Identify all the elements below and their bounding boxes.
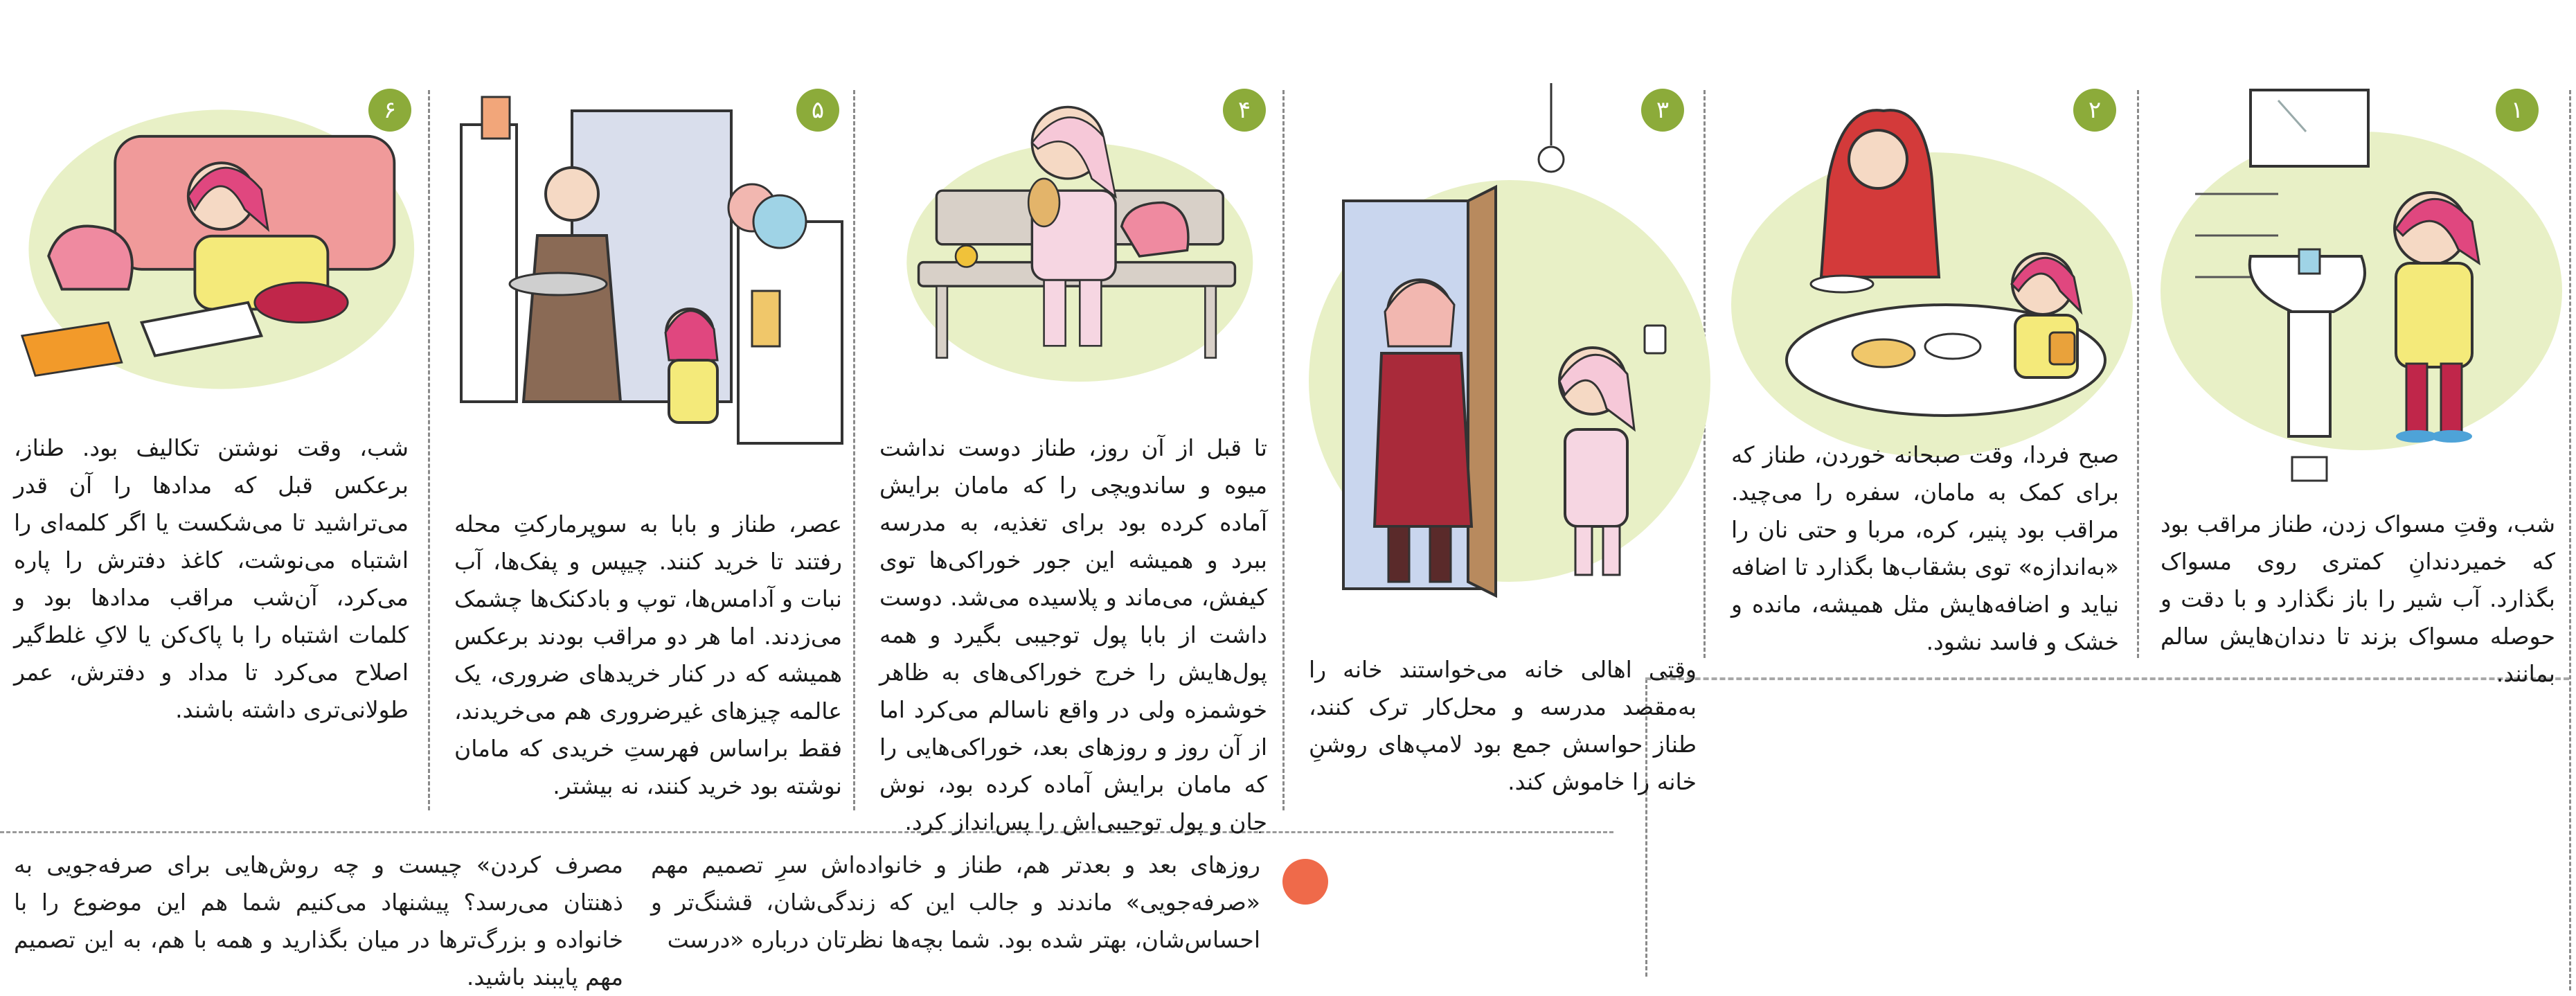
panel-5-text: عصر، طناز و بابا به سوپرمارکتِ محله رفتند تا خرید کنند. چیپس و پفک‌ها، آب نبات و آدامس‌ها، توپ و بادکنک‌ها چشمک می‌زدند. اما هر دو مراقب بودند برعکس همیشه که در کنار خریدهای ضروری، یک عالمه چیزهای غیرضروری هم می‌خریدند، فقط براساس فهرستِ خریدی که مامان نوشته بود خرید کنند، نه بیشتر. bbox=[454, 510, 842, 799]
separator bbox=[2137, 90, 2139, 658]
separator bbox=[0, 831, 1613, 833]
panel-3-text: وقتی اهالی خانه می‌خواستند خانه را به‌مقصد مدرسه و محل‌کار ترک کنند، طناز حواسش جمع بود لامپ‌های روشنِ خانه را خاموش کند. bbox=[1309, 656, 1697, 795]
panel-number-2: ۲ bbox=[2073, 89, 2116, 132]
panel-4-text: تا قبل از آن روز، طناز دوست نداشت میوه و ساندویچی را که مامان برایش آماده کرده بود برای تغذیه، به مدرسه ببرد و همیشه این جور خوراکی‌ها توی کیفش، می‌ماند و پلاسیده می‌شد. دوست داشت از بابا پول توجیبی بگیرد و همه پول‌هایش را خرج خوراکی‌های به ظاهر خوشمزه ولی در واقع ناسالم می‌کرد اما از آن روز و روزهای بعد، خوراکی‌هایی را که مامان برایش آماده کرده بود، نوش جان و پول توجیبی‌اش را پس‌انداز کرد. bbox=[879, 434, 1267, 835]
homework-illustration bbox=[14, 83, 422, 416]
breakfast-table-illustration bbox=[1724, 83, 2133, 485]
separator bbox=[1282, 90, 1285, 810]
supermarket-illustration bbox=[447, 83, 856, 485]
leaving-house-illustration bbox=[1302, 83, 1710, 610]
panel-6-text: شب، وقت نوشتن تکالیف بود. طناز، برعکس قبل که مدادها را آن قدر می‌تراشید تا می‌شکست یا اگر کلمه‌ای را اشتباه می‌نوشت، کاغذ دفترش را پاره می‌کرد، آن‌شب مراقب مدادها بود و کلمات اشتباه را با پاک‌کن یا لاکِ غلط‌گیر اصلاح می‌کرد تا مداد و دفترش، عمر طولانی‌تری داشته باشند. bbox=[14, 434, 409, 723]
panel-number-4: ۴ bbox=[1223, 89, 1266, 132]
panel-2-text: صبح فردا، وقت صبحانه خوردن، طناز که برای کمک به مامان، سفره را می‌چید. مراقب بود پنیر، کره، مربا و حتی نان را «به‌اندازه» توی بشقاب‌ها بگذارد تا اضافه نیاید و اضافه‌هایش مثل همیشه، مانده و خشک و فاسد نشود. bbox=[1731, 441, 2119, 655]
bullet-dot bbox=[1282, 859, 1328, 905]
panel-number-3: ۳ bbox=[1641, 89, 1684, 132]
panel-number-1: ۱ bbox=[2496, 89, 2539, 132]
separator bbox=[2569, 90, 2571, 990]
bathroom-brushing-illustration bbox=[2154, 83, 2562, 485]
separator bbox=[428, 90, 430, 810]
panel-1-text: شب، وقتِ مسواک زدن، طناز مراقب بود که خمیردندانِ کمتری روی مسواک بگذارد. آب شیر را باز نگذارد و با دقت و حوصله مسواک بزند تا دندان‌هایش سالم بمانند. bbox=[2161, 510, 2555, 687]
panel-number-5: ۵ bbox=[796, 89, 839, 132]
closing-text-left: مصرف کردن» چیست و چه روش‌هایی برای صرفه‌جویی به ذهنتان می‌رسد؟ پیشنهاد می‌کنیم شما هم این موضوع را با خانواده و بزرگ‌ترها در میان بگذارید و همه با هم، به این تصمیم مهم پایبند باشید. bbox=[14, 851, 623, 990]
girl-on-bench-illustration bbox=[873, 83, 1281, 429]
panel-number-6: ۶ bbox=[368, 89, 411, 132]
closing-text-right: روزهای بعد و بعدتر هم، طناز و خانواده‌اش سرِ تصمیم مهم «صرفه‌جویی» ماندند و جالب این که زندگی‌شان، قشنگ‌تر و احساس‌شان، بهتر شده بود. شما بچه‌ها نظرتان درباره «درست bbox=[651, 851, 1260, 953]
